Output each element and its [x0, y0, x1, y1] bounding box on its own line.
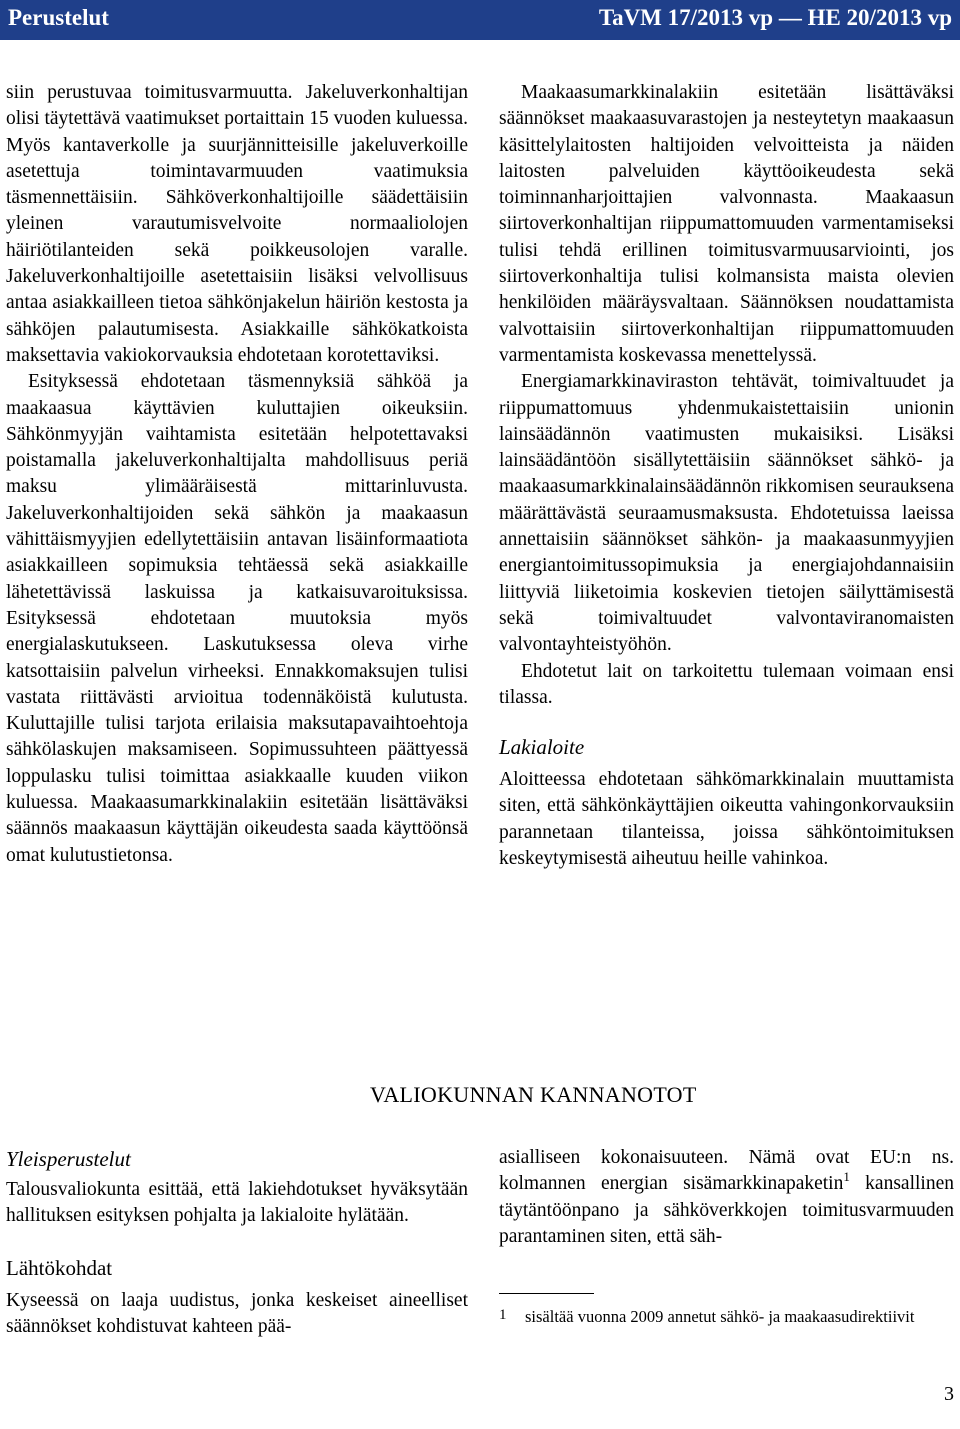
section-title: VALIOKUNNAN KANNANOTOT: [370, 1082, 697, 1107]
lakialoite-heading: Lakialoite: [499, 735, 585, 760]
footnote-reference[interactable]: 1: [843, 1169, 850, 1185]
paragraph-text-part: kansallinen täytäntöönpano ja sähköverkkojen toimitusvarmuuden parantaminen siten, että säh-: [499, 1173, 954, 1247]
left-column-top: [6, 80, 468, 869]
footnote-number: 1: [499, 1307, 507, 1323]
paragraph: Ehdotetut lait on tarkoitettu tulemaan voimaan ensi tilassa.: [499, 660, 954, 708]
yleisperustelut-paragraph: Talousvaliokunta esittää, että lakiehdotukset hyväksytään hallituksen esityksen pohjalta ja lakialoite hylätään.: [6, 1179, 468, 1227]
paragraph: Maakaasumarkkinalakiin esitetään lisättäväksi säännökset maakaasuvarastojen ja nesteytetyn maakaasun käsittelylaitosten haltijoiden velvoitteista ja näiden laitosten palveluiden käyttöoikeudesta sekä toiminnanharjoittajien valvonnasta. Maakaasun siirtoverkonhaltijan riippumattomuuden varmentamiseksi tulisi tehdä erillinen toimitusvarmuusarviointi, jos siirtoverkonhaltija tulisi kolmansista maista olevien henkilöiden määräysvaltaan. Säännöksen noudattamista valvottaisiin siirtoverkonhaltijan riippumattomuuden varmentamista koskevassa menettelyssä.: [499, 82, 954, 366]
footnote-divider: [499, 1293, 594, 1294]
paragraph: Esityksessä ehdotetaan täsmennyksiä sähköä ja maakaasua käyttävien kuluttajien oikeuksiin. Sähkönmyyjän vaihtamista esitetään helpotettavaksi poistamalla jakeluverkonhaltijalta mahdollisuus periä maksu ylimääräisestä mittarinluvusta. Jakeluverkonhaltijoiden sekä sähkön ja maakaasun vähittäismyyjien edellytettäisiin antavan lisäinformaatiota asiakkailleen sopimuksia tehtäessä sekä asiakkaille lähetettävissä laskuissa ja katkaisuvaroituksissa. Esityksessä ehdotetaan muutoksia myös energialaskutukseen. Laskutuksessa oleva virhe katsottaisiin palvelun virheeksi. Ennakkomaksujen tulisi vastata riittävästi arvioitua todennäköistä kulutusta. Kuluttajille tulisi tarjota erilaisia maksutapavaihtoehtoja sähkölaskujen maksamiseen. Sopimussuhteen päättyessä loppulasku tulisi toimittaa asiakkaalle kuuden viikon kuluessa. Maakaasumarkkinalakiin esitetään lisättäväksi säännös maakaasun käyttäjän oikeudesta saada käyttöönsä omat kulutustietonsa.: [6, 371, 468, 866]
paragraph: [499, 1145, 954, 1250]
lahtokohdat-paragraph: Kyseessä on laaja uudistus, jonka keskeiset aineelliset säännökset kohdistuvat kahteen pää-: [6, 1289, 468, 1337]
footnote-text: sisältää vuonna 2009 annetut sähkö- ja maakaasudirektiivit: [525, 1307, 915, 1326]
paragraph: Energiamarkkinaviraston tehtävät, toimivaltuudet ja riippumattomuus yhdenmukaistettaisiin unionin lainsäädännön vaatimusten mukaisiksi. Lisäksi lainsäädäntöön sisällytettäisiin säännökset sähkö- ja maakaasumarkkinalainsäädännön rikkomisen seurauksena määrättävästä seuraamusmaksusta. Ehdotetuissa laeissa annettaisiin säännökset sähkön- ja maakaasunmyyjien energiantoimitussopimuksia ja energiajohdannaisiin liittyviä liiketoimia koskevien tietojen säilyttämisestä sekä toimivaltuudet valvontaviranomaisten valvontayhteistyöhön.: [499, 371, 954, 656]
header-document-reference: TaVM 17/2013 vp — HE 20/2013 vp: [598, 5, 952, 30]
right-column-top: [499, 80, 954, 872]
header-section-label: Perustelut: [8, 5, 109, 30]
yleisperustelut-heading: Yleisperustelut: [6, 1147, 131, 1171]
lakialoite-paragraph: Aloitteessa ehdotetaan sähkömarkkinalain muuttamista siten, että sähkönkäyttäjien oikeutta vahingonkorvauksiin parannetaan tilanteissa, joissa sähköntoimituksen keskeytymisestä aiheutuu heille vahinkoa.: [499, 769, 954, 870]
paragraph: siin perustuvaa toimitusvarmuutta. Jakeluverkonhaltijan olisi täytettävä vaatimukset portaittain 15 vuoden kuluessa. Myös kantaverkolle ja suurjännitteisille jakeluverkoille asetettuja toimintavarmuuden vaatimuksia täsmennettäisiin. Sähköverkonhaltijoille säädettäisiin yleinen varautumisvelvoite normaaliolojen häiriötilanteiden sekä poikkeusolojen varalle. Jakeluverkonhaltijoille asetettaisiin lisäksi velvollisuus antaa asiakkailleen tietoa sähkönjakelun häiriön kestosta ja sähköjen palautumisesta. Asiakkaille sähkökatkoista maksettavia vakiokorvauksia ehdotetaan korotettaviksi.: [6, 82, 468, 366]
page-header: [0, 0, 960, 40]
left-column-bottom: [6, 1145, 468, 1340]
right-column-bottom: [499, 1145, 954, 1250]
page-number: 3: [944, 1383, 954, 1405]
paragraph-text-part: asialliseen kokonaisuuteen. Nämä ovat EU:n ns. kolmannen energian sisämarkkinapaketin: [499, 1147, 954, 1195]
lahtokohdat-heading: Lähtökohdat: [6, 1255, 113, 1280]
